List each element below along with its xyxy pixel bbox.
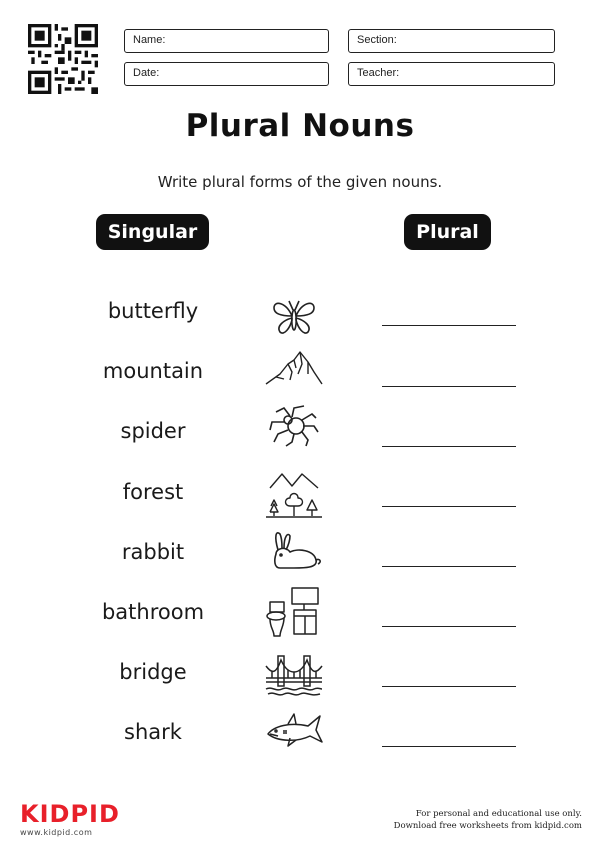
footer-note-2: Download free worksheets from kidpid.com bbox=[393, 821, 582, 831]
word-forest: forest bbox=[122, 480, 184, 504]
word-spider: spider bbox=[120, 419, 186, 443]
spider-icon bbox=[264, 404, 324, 448]
plural-header: Plural bbox=[404, 214, 491, 250]
word-shark: shark bbox=[124, 720, 182, 744]
answer-line-shark[interactable] bbox=[382, 746, 516, 747]
singular-header: Singular bbox=[96, 214, 209, 250]
date-label: Date: bbox=[133, 67, 160, 79]
logo-url: www.kidpid.com bbox=[20, 828, 93, 837]
page-title: Plural Nouns bbox=[185, 108, 415, 144]
shark-icon bbox=[264, 710, 324, 754]
butterfly-icon bbox=[264, 294, 324, 338]
mountain-icon bbox=[264, 346, 324, 390]
name-field[interactable] bbox=[124, 29, 329, 53]
answer-line-forest[interactable] bbox=[382, 506, 516, 507]
answer-line-bathroom[interactable] bbox=[382, 626, 516, 627]
answer-line-bridge[interactable] bbox=[382, 686, 516, 687]
answer-line-rabbit[interactable] bbox=[382, 566, 516, 567]
word-bridge: bridge bbox=[119, 660, 187, 684]
kidpid-logo: KIDPID bbox=[20, 800, 120, 828]
teacher-field[interactable] bbox=[348, 62, 555, 86]
answer-line-mountain[interactable] bbox=[382, 386, 516, 387]
bathroom-icon bbox=[264, 586, 324, 638]
answer-line-spider[interactable] bbox=[382, 446, 516, 447]
bridge-icon bbox=[264, 652, 324, 696]
word-bathroom: bathroom bbox=[101, 600, 205, 624]
teacher-label: Teacher: bbox=[357, 67, 400, 79]
qr-code-icon bbox=[28, 24, 98, 94]
word-rabbit: rabbit bbox=[121, 540, 185, 564]
footer-note-1: For personal and educational use only. bbox=[415, 809, 582, 819]
name-label: Name: bbox=[133, 34, 166, 46]
forest-icon bbox=[264, 470, 324, 520]
section-field[interactable] bbox=[348, 29, 555, 53]
instructions: Write plural forms of the given nouns. bbox=[157, 173, 443, 191]
section-label: Section: bbox=[357, 34, 397, 46]
word-mountain: mountain bbox=[102, 359, 204, 383]
rabbit-icon bbox=[264, 528, 324, 572]
date-field[interactable] bbox=[124, 62, 329, 86]
word-butterfly: butterfly bbox=[107, 299, 199, 323]
answer-line-butterfly[interactable] bbox=[382, 325, 516, 326]
